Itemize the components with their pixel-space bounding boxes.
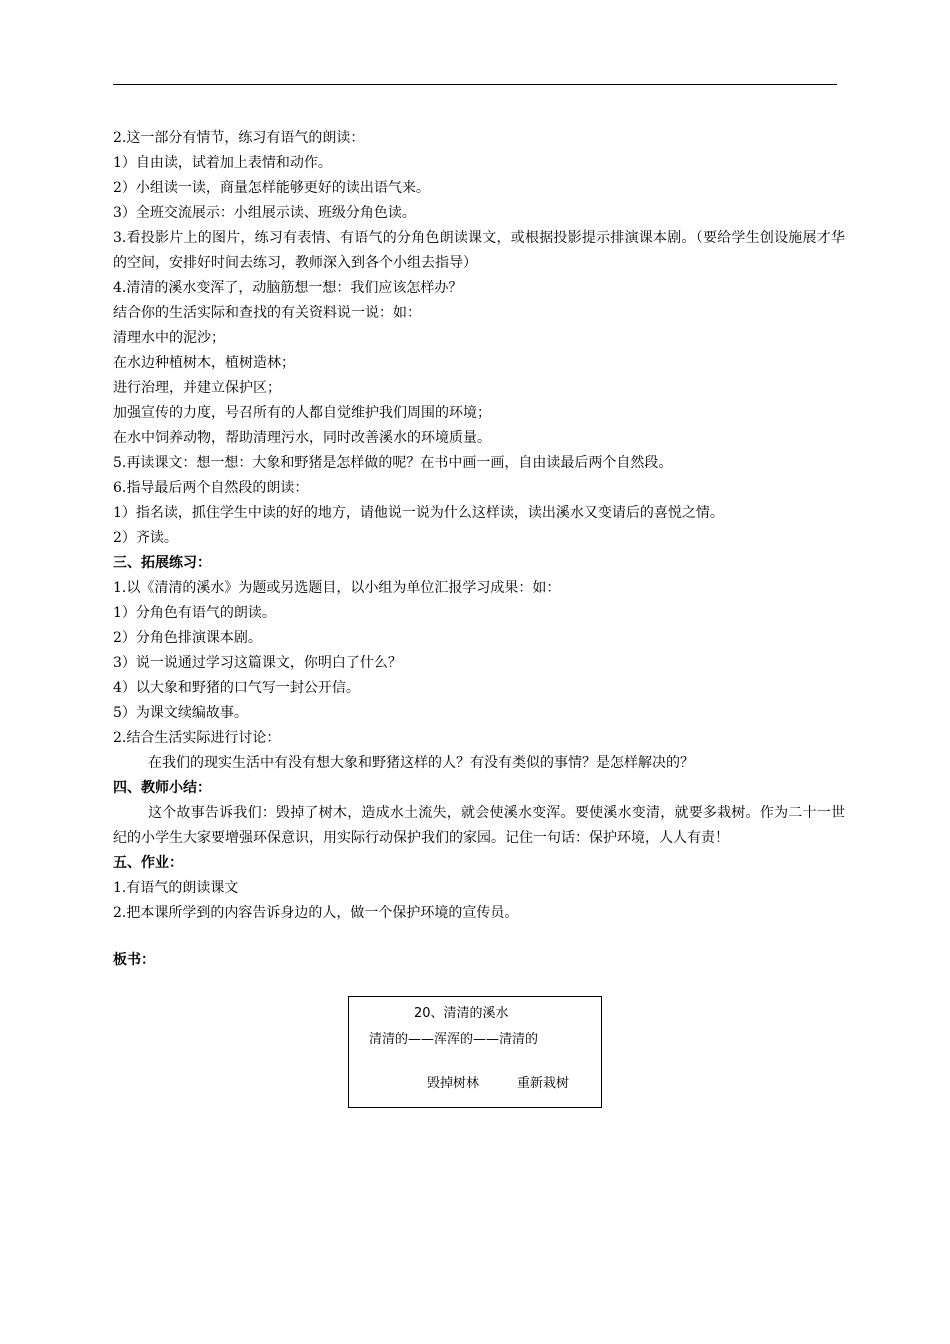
list-item: 1.有语气的朗读课文 [113,880,239,896]
blackboard-summary-box [348,996,602,1108]
list-item: 3）全班交流展示：小组展示读、班级分角色读。 [113,205,416,221]
paragraph: 2.这一部分有情节，练习有语气的朗读： [113,130,365,146]
list-item: 2）小组读一读，商量怎样能够更好的读出语气来。 [113,180,430,196]
section-heading: 三、拓展练习： [113,555,211,571]
paragraph: 5.再读课文：想一想：大象和野猪是怎样做的呢？在书中画一画，自由读最后两个自然段。 [113,455,673,471]
list-item: 1）分角色有语气的朗读。 [113,605,276,621]
list-item: 进行治理，并建立保护区； [113,380,281,396]
header-rule [113,84,837,85]
board-cause-right: 重新栽树 [517,1076,570,1091]
list-item: 2.把本课所学到的内容告诉身边的人，做一个保护环境的宣传员。 [113,905,519,921]
list-item: 4）以大象和野猪的口气写一封公开信。 [113,680,360,696]
paragraph: 6.指导最后两个自然段的朗读： [113,480,309,496]
list-item: 3）说一说通过学习这篇课文，你明白了什么？ [113,655,402,671]
spacer [113,926,845,948]
list-item: 1）指名读，抓住学生中读的好的地方，请他说一说为什么这样读，读出溪水又变请后的喜悦之情。 [113,505,724,521]
list-item: 在水边种植树木，植树造林； [113,355,295,371]
list-item: 清理水中的泥沙； [113,330,225,346]
list-item: 加强宣传的力度，号召所有的人都自觉维护我们周围的环境； [113,405,491,421]
paragraph: 2.结合生活实际进行讨论： [113,730,281,746]
paragraph: 1.以《清清的溪水》为题或另选题目，以小组为单位汇报学习成果：如： [113,580,561,596]
paragraph: 结合你的生活实际和查找的有关资料说一说：如： [113,305,421,321]
paragraph: 4.清清的溪水变浑了，动脑筋想一想：我们应该怎样办？ [113,280,463,296]
document-body [113,126,845,973]
board-cause-left: 毁掉树林 [427,1076,480,1091]
paragraph: 在我们的现实生活中有没有想大象和野猪这样的人？有没有类似的事情？是怎样解决的？ [148,755,694,771]
list-item: 2）分角色排演课本剧。 [113,630,262,646]
paragraph: 3.看投影片上的图片，练习有表情、有语气的分角色朗读课文，或根据投影提示排演课本剧。（要给学生创设施展才华的空间，安排好时间去练习，教师深入到各个小组去指导） [113,230,845,271]
section-heading: 四、教师小结： [113,780,211,796]
list-item: 5）为课文续编故事。 [113,705,248,721]
section-heading: 五、作业： [113,855,183,871]
paragraph: 这个故事告诉我们：毁掉了树木，造成水土流失，就会使溪水变浑。要使溪水变清，就要多栽树。作为二十一世纪的小学生大家要增强环保意识，用实际行动保护我们的家园。记住一句话：保护环境，人人有责！ [113,805,845,846]
list-item: 在水中饲养动物，帮助清理污水，同时改善溪水的环境质量。 [113,430,491,446]
board-title: 20、清清的溪水 [414,1006,509,1021]
board-label: 板书： [113,952,155,968]
board-flow: 清清的——浑浑的——清清的 [369,1032,539,1047]
list-item: 1）自由读，试着加上表情和动作。 [113,155,332,171]
list-item: 2）齐读。 [113,530,178,546]
